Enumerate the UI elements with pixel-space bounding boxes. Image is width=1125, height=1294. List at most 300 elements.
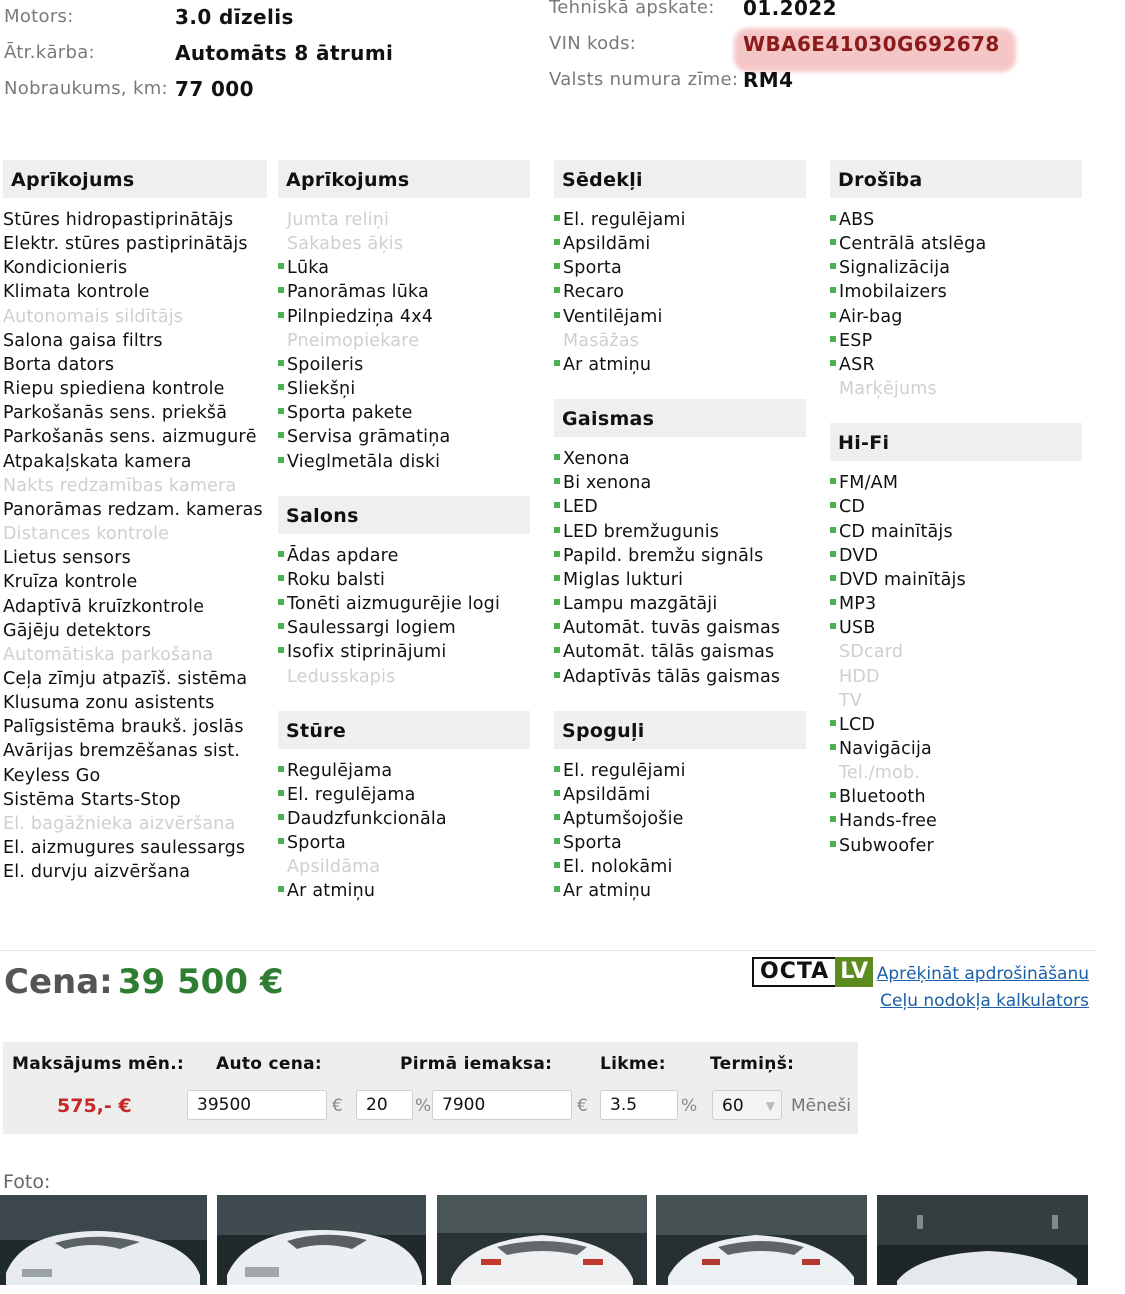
feature-label: Navigācija <box>839 738 932 759</box>
car-photo-thumbnail[interactable] <box>656 1195 867 1285</box>
checked-square-icon <box>554 759 563 783</box>
checked-square-icon <box>554 305 563 329</box>
section-heading: Hi-Fi <box>830 423 1082 461</box>
feature-item <box>3 860 267 884</box>
term-select[interactable] <box>712 1090 782 1120</box>
checked-square-icon <box>554 568 563 592</box>
feature-item <box>3 812 267 836</box>
feature-label: Signalizācija <box>839 258 951 279</box>
feature-item <box>3 232 267 256</box>
section-heading: Salons <box>278 496 530 534</box>
feature-list <box>554 208 806 377</box>
unchecked-icon <box>830 689 839 713</box>
motor-value: 3.0 dīzelis <box>175 5 294 29</box>
rate-unit: % <box>681 1096 698 1116</box>
vin-value: WBA6E41030G692678 <box>743 32 1000 56</box>
car-price-unit: € <box>332 1096 343 1116</box>
feature-item <box>3 498 267 522</box>
feature-label: Vieglmetāla diski <box>287 451 441 472</box>
feature-item <box>554 495 806 519</box>
checked-square-icon <box>554 640 563 664</box>
divider <box>0 950 1095 951</box>
feature-label: Saulessargi logiem <box>287 618 456 639</box>
checked-square-icon <box>830 329 839 353</box>
feature-section-sedekli <box>554 160 806 377</box>
car-photo-thumbnail[interactable] <box>437 1195 647 1285</box>
checked-square-icon <box>554 520 563 544</box>
unchecked-icon <box>278 232 287 256</box>
feature-item <box>830 305 1082 329</box>
checked-square-icon <box>554 807 563 831</box>
checked-square-icon <box>830 737 839 761</box>
feature-list <box>554 447 806 689</box>
price-block <box>4 962 283 1002</box>
checked-square-icon <box>830 520 839 544</box>
features-column-4 <box>830 160 1082 858</box>
feature-label: Jumta reliņi <box>287 210 390 230</box>
section-heading: Sēdekļi <box>554 160 806 198</box>
feature-item <box>554 232 806 256</box>
checked-square-icon <box>278 568 287 592</box>
feature-label: Ceļa zīmju atpazīš. sistēma <box>3 668 248 689</box>
checked-square-icon <box>278 280 287 304</box>
feature-label: El. regulējami <box>563 210 686 230</box>
feature-item <box>278 280 530 304</box>
feature-item <box>3 739 267 763</box>
feature-item <box>830 737 1082 761</box>
down-payment-percent-input[interactable] <box>356 1090 413 1120</box>
feature-item <box>278 592 530 616</box>
feature-item <box>278 759 530 783</box>
feature-label: Riepu spiediena kontrole <box>3 379 225 400</box>
section-heading: Drošība <box>830 160 1082 198</box>
feature-label: Sporta <box>563 833 622 854</box>
checked-square-icon <box>830 471 839 495</box>
feature-item <box>554 831 806 855</box>
feature-label: Imobilaizers <box>839 282 947 303</box>
feature-label: Ar atmiņu <box>563 881 652 902</box>
feature-item <box>830 616 1082 640</box>
feature-label: Sakabes āķis <box>287 234 404 255</box>
section-heading: Aprīkojums <box>3 160 267 198</box>
feature-label: Bluetooth <box>839 787 926 808</box>
feature-item <box>554 855 806 879</box>
feature-label: Palīgsistēma braukš. joslās <box>3 717 244 738</box>
feature-item <box>830 232 1082 256</box>
feature-label: El. durvju aizvēršana <box>3 862 191 883</box>
feature-item <box>554 353 806 377</box>
checked-square-icon <box>278 759 287 783</box>
feature-item <box>554 592 806 616</box>
feature-item <box>278 640 530 664</box>
feature-item <box>278 544 530 568</box>
features-column-1 <box>3 160 267 884</box>
feature-label: Ar atmiņu <box>287 881 376 902</box>
feature-item <box>554 783 806 807</box>
feature-item <box>830 689 1082 713</box>
feature-label: FM/AM <box>839 473 899 494</box>
checked-square-icon <box>278 592 287 616</box>
feature-item <box>830 713 1082 737</box>
feature-item <box>3 401 267 425</box>
feature-label: CD <box>839 497 866 518</box>
feature-item <box>278 425 530 449</box>
feature-label: Panorāmas redzam. kameras <box>3 499 263 520</box>
checked-square-icon <box>278 353 287 377</box>
feature-section-aprikojums <box>3 160 267 884</box>
checked-square-icon <box>278 305 287 329</box>
unchecked-icon <box>830 640 839 664</box>
feature-label: Aptumšojošie <box>563 808 684 829</box>
checked-square-icon <box>278 616 287 640</box>
feature-label: Xenona <box>563 449 630 470</box>
feature-item <box>3 764 267 788</box>
checked-square-icon <box>278 879 287 903</box>
feature-label: Keyless Go <box>3 765 101 786</box>
feature-label: Automātiska parkošana <box>3 644 214 665</box>
feature-label: Klimata kontrole <box>3 282 150 303</box>
feature-item <box>830 280 1082 304</box>
unchecked-icon <box>278 855 287 879</box>
feature-label: Subwoofer <box>839 835 934 856</box>
feature-item <box>278 807 530 831</box>
feature-item <box>3 643 267 667</box>
unchecked-icon <box>278 208 287 232</box>
checked-square-icon <box>554 471 563 495</box>
inspection-label: Tehniskā apskate: <box>549 0 715 18</box>
feature-item <box>3 450 267 474</box>
checked-square-icon <box>554 783 563 807</box>
checked-square-icon <box>278 401 287 425</box>
feature-item <box>830 208 1082 232</box>
photos-label: Foto: <box>3 1171 51 1193</box>
vin-label: VIN kods: <box>549 33 637 54</box>
feature-label: Avārijas bremzēšanas sist. <box>3 741 241 762</box>
section-heading: Gaismas <box>554 399 806 437</box>
feature-label: Ādas apdare <box>287 545 399 566</box>
plate-label: Valsts numura zīme: <box>549 69 739 90</box>
feature-label: Parkošanās sens. aizmugurē <box>3 427 257 448</box>
down-payment-amount-unit: € <box>577 1096 588 1116</box>
checked-square-icon <box>554 208 563 232</box>
feature-label: Atpakaļskata kamera <box>3 451 192 472</box>
feature-item <box>830 256 1082 280</box>
feature-item <box>3 353 267 377</box>
feature-label: Adaptīvā kruīzkontrole <box>3 596 205 617</box>
checked-square-icon <box>830 495 839 519</box>
checked-square-icon <box>830 353 839 377</box>
feature-item <box>830 640 1082 664</box>
feature-label: Kruīza kontrole <box>3 572 138 593</box>
rate-input[interactable] <box>600 1090 678 1120</box>
feature-section-salons <box>278 496 530 689</box>
feature-label: Ventilējami <box>563 306 663 327</box>
feature-label: Apsildāma <box>287 857 381 878</box>
feature-label: Miglas lukturi <box>563 569 684 590</box>
feature-label: Sporta <box>287 833 346 854</box>
car-photo-thumbnail[interactable] <box>877 1195 1088 1285</box>
feature-item <box>830 834 1082 858</box>
feature-item <box>278 377 530 401</box>
feature-item <box>278 665 530 689</box>
checked-square-icon <box>554 855 563 879</box>
feature-label: Salona gaisa filtrs <box>3 330 163 351</box>
plate-value: RM4 <box>743 68 794 92</box>
checked-square-icon <box>278 783 287 807</box>
car-photo-thumbnail[interactable] <box>217 1195 426 1285</box>
feature-label: Papild. bremžu signāls <box>563 545 764 566</box>
features-column-3 <box>554 160 806 904</box>
gearbox-value: Automāts 8 ātrumi <box>175 41 394 65</box>
feature-item <box>3 329 267 353</box>
feature-label: ASR <box>839 354 875 375</box>
feature-section-aprikojums <box>278 160 530 474</box>
motor-label: Motors: <box>4 6 74 27</box>
octa-logo-lv: LV <box>835 957 873 987</box>
feature-item <box>3 691 267 715</box>
feature-label: Gājēju detektors <box>3 620 152 641</box>
feature-label: Klusuma zonu asistents <box>3 693 215 714</box>
feature-item <box>554 544 806 568</box>
feature-item <box>3 595 267 619</box>
feature-item <box>278 208 530 232</box>
feature-label: MP3 <box>839 594 877 615</box>
road-tax-calculator-link[interactable]: Ceļu nodokļa kalkulators <box>880 991 1089 1011</box>
feature-label: LED bremžugunis <box>563 521 720 542</box>
feature-item <box>830 544 1082 568</box>
feature-item <box>554 208 806 232</box>
feature-label: Masāžas <box>563 330 640 351</box>
section-heading: Stūre <box>278 711 530 749</box>
checked-square-icon <box>830 305 839 329</box>
feature-label: SDcard <box>839 642 904 663</box>
feature-label: DVD mainītājs <box>839 569 966 590</box>
unchecked-icon <box>830 665 839 689</box>
feature-label: Sporta <box>563 258 622 279</box>
feature-label: Apsildāmi <box>563 234 651 255</box>
mileage-label: Nobraukums, km: <box>4 78 168 99</box>
feature-label: Recaro <box>563 282 625 303</box>
checked-square-icon <box>554 232 563 256</box>
checked-square-icon <box>830 834 839 858</box>
price-label: Cena: <box>4 962 113 1002</box>
car-price-label: Auto cena: <box>216 1054 322 1074</box>
feature-item <box>278 783 530 807</box>
feature-item <box>3 667 267 691</box>
feature-item <box>554 520 806 544</box>
feature-item <box>278 329 530 353</box>
feature-label: ESP <box>839 330 873 351</box>
feature-label: Lūka <box>287 258 330 279</box>
price-value: 39 500 € <box>117 962 284 1002</box>
feature-label: Parkošanās sens. priekšā <box>3 403 228 424</box>
feature-label: Automāt. tālās gaismas <box>563 642 775 663</box>
feature-label: Nakts redzamības kamera <box>3 475 237 496</box>
car-photo-thumbnail[interactable] <box>0 1195 207 1285</box>
checked-square-icon <box>278 425 287 449</box>
unchecked-icon <box>278 665 287 689</box>
feature-label: TV <box>839 690 863 711</box>
feature-item <box>278 353 530 377</box>
feature-item <box>278 831 530 855</box>
feature-label: Sporta pakete <box>287 403 413 424</box>
car-price-input[interactable] <box>187 1090 327 1120</box>
feature-label: El. regulējama <box>287 784 416 805</box>
feature-label: Daudzfunkcionāla <box>287 808 447 829</box>
feature-item <box>830 665 1082 689</box>
feature-item <box>278 256 530 280</box>
feature-label: Isofix stiprinājumi <box>287 642 447 663</box>
feature-label: Apsildāmi <box>563 784 651 805</box>
checked-square-icon <box>830 280 839 304</box>
feature-item <box>554 568 806 592</box>
feature-item <box>554 471 806 495</box>
feature-item <box>830 761 1082 785</box>
feature-label: El. bagāžnieka aizvēršana <box>3 813 236 834</box>
feature-label: El. nolokāmi <box>563 857 673 878</box>
feature-label: LCD <box>839 714 876 735</box>
feature-section-gaismas <box>554 399 806 689</box>
feature-item <box>830 471 1082 495</box>
mileage-value: 77 000 <box>175 77 254 101</box>
feature-list <box>278 544 530 689</box>
checked-square-icon <box>554 879 563 903</box>
unchecked-icon <box>830 761 839 785</box>
term-unit: Mēneši <box>791 1096 851 1116</box>
feature-item <box>830 809 1082 833</box>
feature-item <box>278 232 530 256</box>
feature-label: Elektr. stūres pastiprinātājs <box>3 234 248 255</box>
checked-square-icon <box>830 785 839 809</box>
feature-section-hi-fi <box>830 423 1082 858</box>
checked-square-icon <box>278 544 287 568</box>
feature-list <box>278 759 530 904</box>
feature-item <box>554 256 806 280</box>
feature-item <box>554 616 806 640</box>
feature-label: LED <box>563 497 598 518</box>
feature-item <box>830 592 1082 616</box>
checked-square-icon <box>554 280 563 304</box>
checked-square-icon <box>830 544 839 568</box>
feature-label: Autonomais sildītājs <box>3 306 184 327</box>
unchecked-icon <box>554 329 563 353</box>
section-heading: Aprīkojums <box>278 160 530 198</box>
chevron-down-icon: ▼ <box>765 1099 775 1113</box>
feature-item <box>3 715 267 739</box>
checked-square-icon <box>554 447 563 471</box>
checked-square-icon <box>554 495 563 519</box>
feature-label: Borta dators <box>3 354 115 375</box>
feature-item <box>554 879 806 903</box>
features-column-2 <box>278 160 530 904</box>
section-heading: Spoguļi <box>554 711 806 749</box>
feature-item <box>554 665 806 689</box>
feature-item <box>830 329 1082 353</box>
feature-label: HDD <box>839 666 880 687</box>
checked-square-icon <box>278 256 287 280</box>
checked-square-icon <box>278 831 287 855</box>
feature-label: Sistēma Starts-Stop <box>3 789 181 810</box>
feature-section-spoguli <box>554 711 806 904</box>
feature-item <box>830 353 1082 377</box>
feature-label: Automāt. tuvās gaismas <box>563 618 781 639</box>
feature-item <box>278 305 530 329</box>
checked-square-icon <box>830 616 839 640</box>
feature-item <box>554 280 806 304</box>
monthly-payment-label: Maksājums mēn.: <box>12 1054 185 1074</box>
feature-item <box>3 788 267 812</box>
feature-item <box>554 807 806 831</box>
checked-square-icon <box>278 640 287 664</box>
checked-square-icon <box>554 256 563 280</box>
feature-label: DVD <box>839 545 879 566</box>
feature-label: Stūres hidropastiprinātājs <box>3 210 234 230</box>
feature-item <box>3 836 267 860</box>
feature-label: Tel./mob. <box>839 763 921 784</box>
feature-label: Regulējama <box>287 760 393 781</box>
feature-label: Sliekšņi <box>287 379 356 400</box>
feature-label: Lietus sensors <box>3 548 131 569</box>
feature-label: Air-bag <box>839 306 903 327</box>
feature-list <box>830 471 1082 858</box>
feature-label: CD mainītājs <box>839 521 953 542</box>
feature-item <box>830 785 1082 809</box>
feature-label: Panorāmas lūka <box>287 282 429 303</box>
checked-square-icon <box>830 713 839 737</box>
feature-item <box>3 522 267 546</box>
checked-square-icon <box>554 544 563 568</box>
feature-item <box>3 256 267 280</box>
octa-logo <box>752 957 873 987</box>
feature-label: El. regulējami <box>563 760 686 781</box>
feature-item <box>3 377 267 401</box>
feature-item <box>278 568 530 592</box>
feature-label: Roku balsti <box>287 569 386 590</box>
feature-item <box>278 855 530 879</box>
feature-item <box>3 570 267 594</box>
term-select-value: 60 <box>722 1096 744 1116</box>
down-payment-percent-unit: % <box>415 1096 432 1116</box>
checked-square-icon <box>554 616 563 640</box>
checked-square-icon <box>554 831 563 855</box>
feature-label: Kondicionieris <box>3 258 128 279</box>
calculate-insurance-link[interactable]: Aprēķināt apdrošināšanu <box>876 964 1089 984</box>
octa-logo-text: OCTA <box>752 957 835 987</box>
feature-item <box>3 425 267 449</box>
feature-section-sture <box>278 711 530 904</box>
checked-square-icon <box>554 353 563 377</box>
feature-label: Marķējums <box>839 379 937 400</box>
feature-item <box>278 450 530 474</box>
term-label: Termiņš: <box>710 1054 795 1074</box>
checked-square-icon <box>554 665 563 689</box>
feature-label: Hands-free <box>839 811 938 832</box>
checked-square-icon <box>278 450 287 474</box>
feature-label: El. aizmugures saulessargs <box>3 838 246 859</box>
feature-list <box>554 759 806 904</box>
down-payment-amount-input[interactable] <box>432 1090 572 1120</box>
feature-label: Pilnpiedziņa 4x4 <box>287 306 434 327</box>
gearbox-label: Ātr.kārba: <box>4 42 95 63</box>
feature-label: USB <box>839 618 876 639</box>
checked-square-icon <box>830 592 839 616</box>
feature-item <box>3 546 267 570</box>
feature-label: Spoileris <box>287 354 364 375</box>
unchecked-icon <box>278 329 287 353</box>
feature-label: Distances kontrole <box>3 524 170 545</box>
feature-list <box>3 208 267 884</box>
checked-square-icon <box>830 256 839 280</box>
